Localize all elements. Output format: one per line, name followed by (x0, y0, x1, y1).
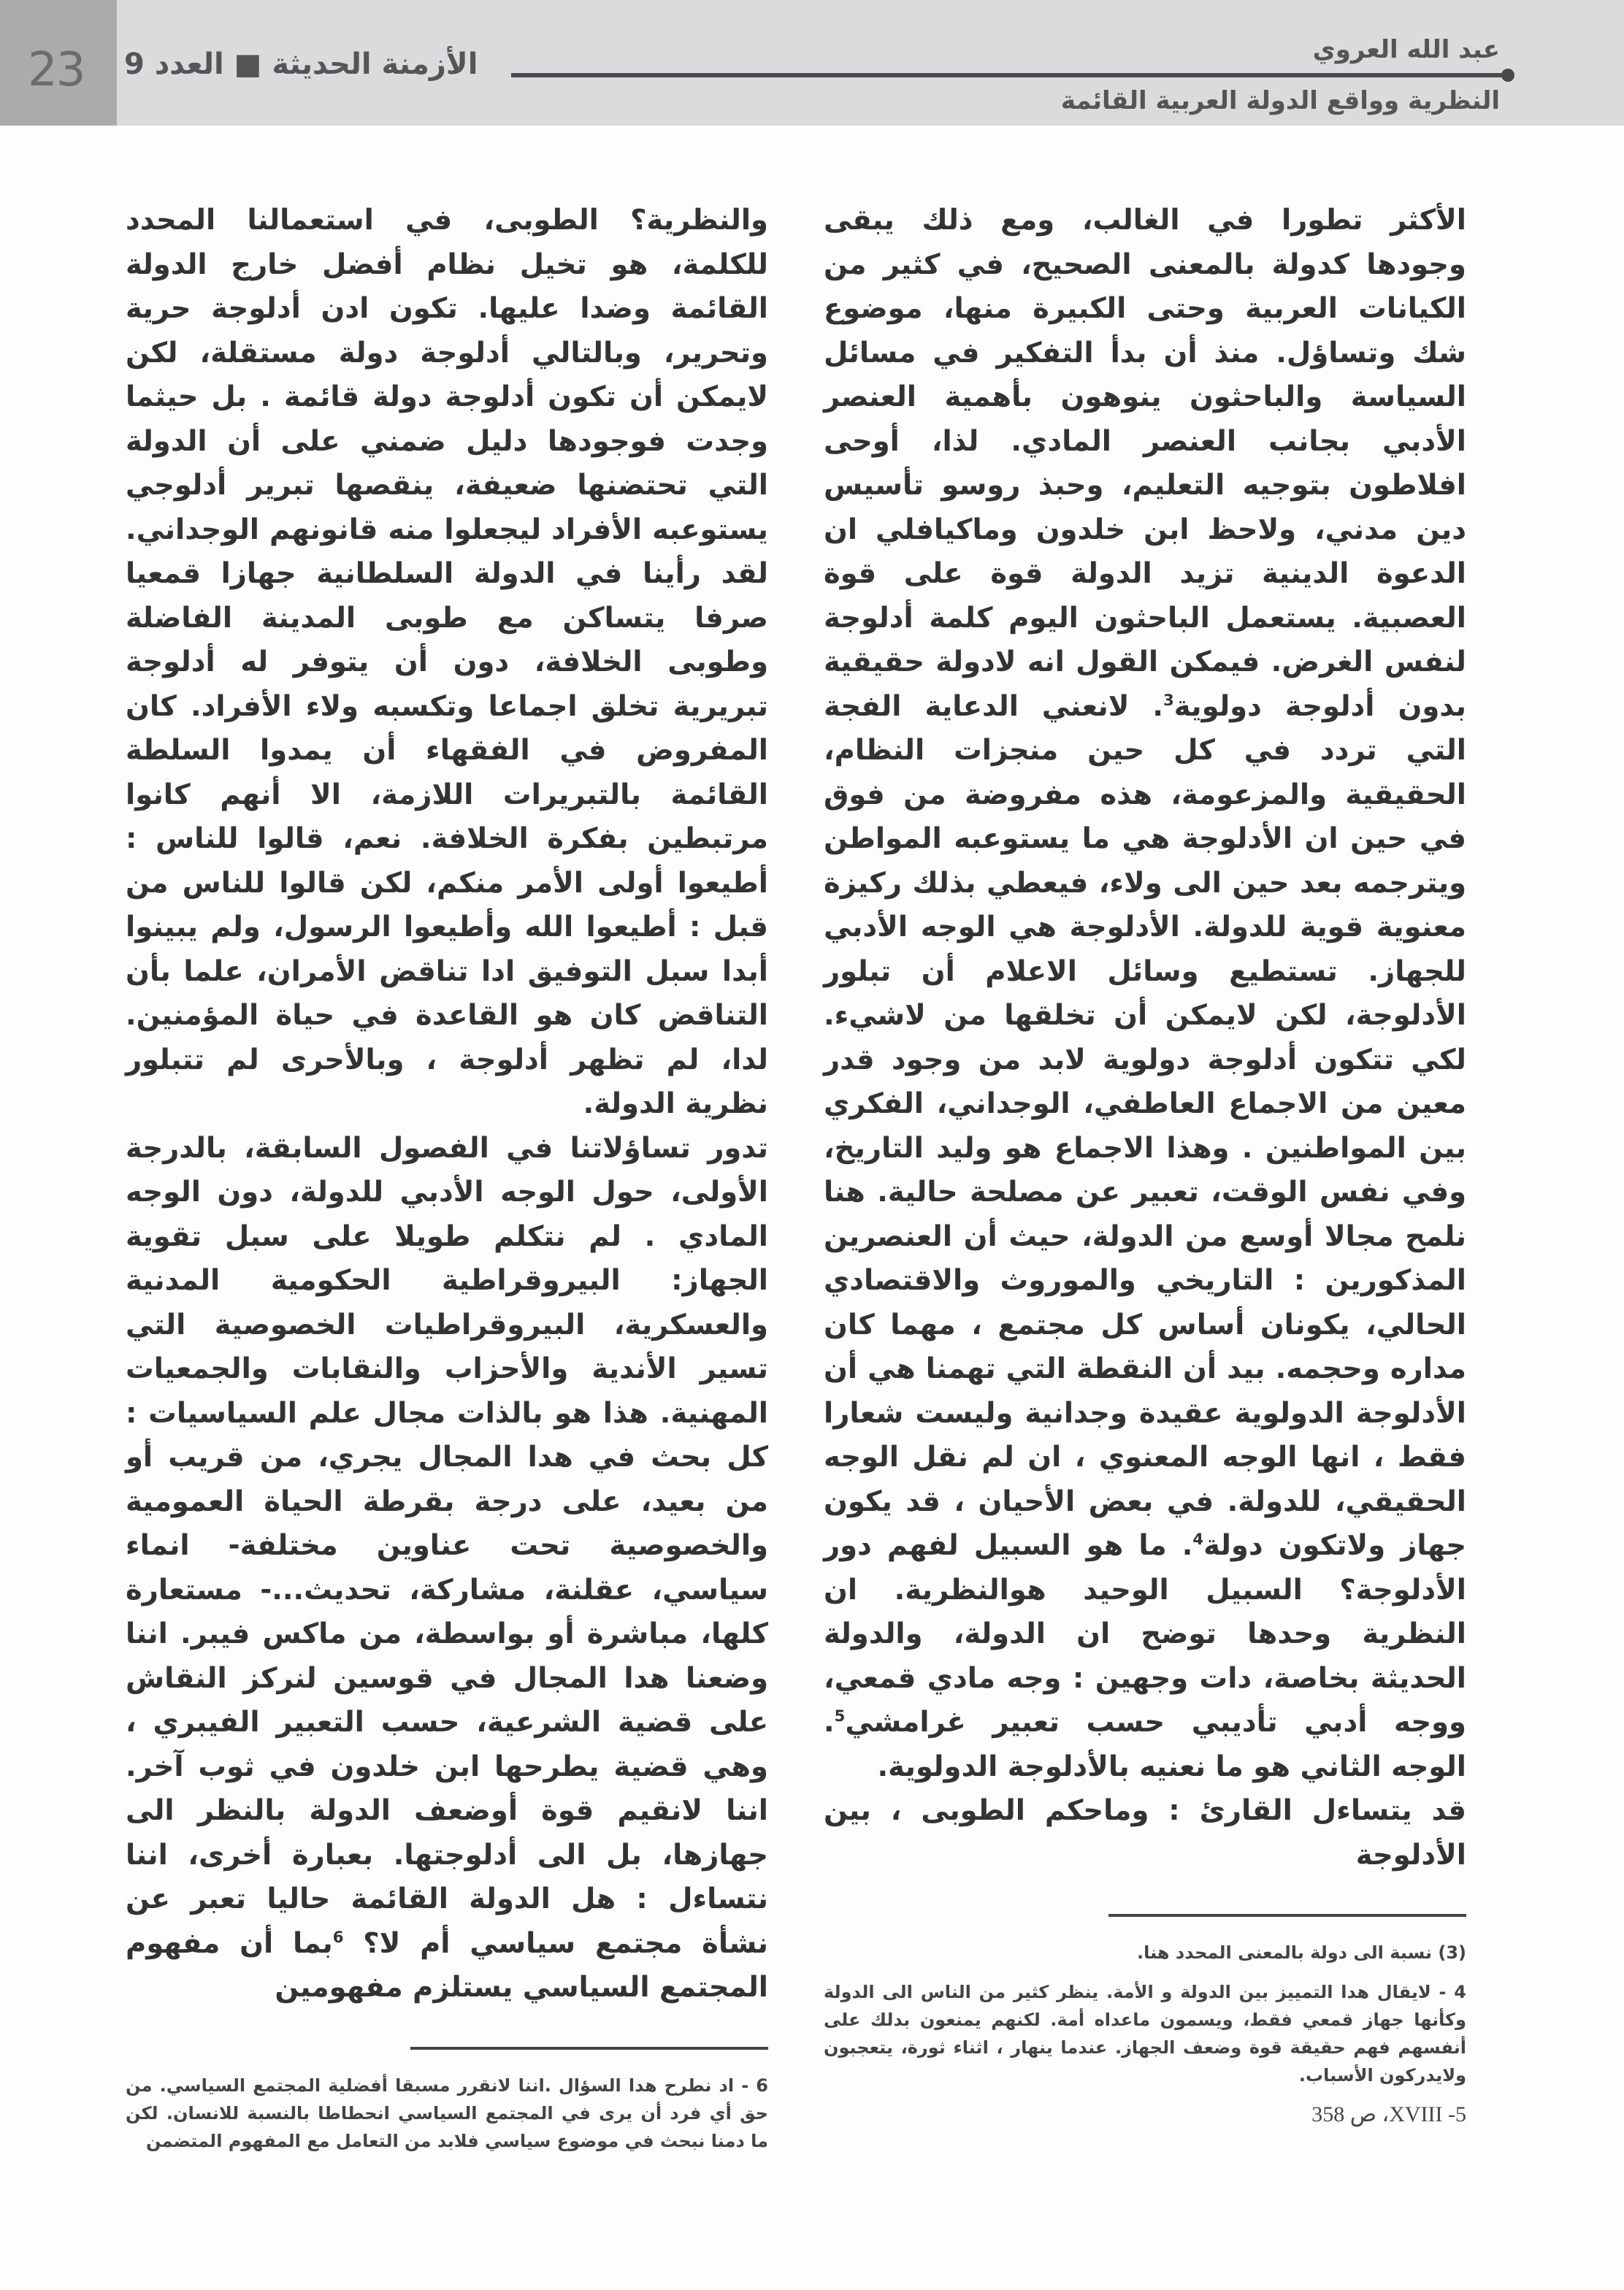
body-text: . ما هو السبيل لفهم دور الأدلوجة؟ السبيل الوحيد هوالنظرية. ان النظرية وحدها توضح ان الدولة، والدولة الحديثة بخاصة، دات وجهين : وجه مادي قمعي، ووجه أدبي تأديبي حسب تعبير غرامشي (824, 1529, 1466, 1739)
footnote-6: 6 - اد نطرح هدا السؤال .اننا لانقرر مسبقا أفضلية المجتمع السياسي. من حق أي فرد أن يرى في المجتمع السياسي انحطاطا بالنسبة للانسان. لكن ما دمنا نبحث في موضوع سياسي فلابد من التعامل مع المفهوم المتضمن (126, 2075, 768, 2151)
running-header (0, 0, 1624, 126)
footnotes-left (126, 2072, 768, 2167)
right-column-paragraph-2: قد يتساءل القارئ : وماحكم الطوبى ، بين الأدلوجة (824, 1794, 1466, 1872)
body-text: تدور تساؤلاتنا في الفصول السابقة، بالدرجة الأولى، حول الوجه الأدبي للدولة، دون الوجه المادي . لم نتكلم طويلا على سبل تقوية الجهاز: البيروقراطية الحكومية المدنية والعسكرية، البيروقراطيات الخصوصية التي تسير الأندية والأحزاب والنقابات والجمعيات المهنية. هذا هو بالذات مجال علم السياسيات : كل بحث في هدا المجال يجري، من قريب أو من بعيد، على درجة بقرطة الحياة العمومية والخصوصية تحت عناوين مختلفة- انماء سياسي، عقلنة، مشاركة، تحديث...- مستعارة كلها، مباشرة أو بواسطة، من ماكس فيبر. اننا وضعنا هدا المجال في قوسين لنركز النقاش على قضية الشرعية، حسب التعبير الفيبري ، وهي قضية يطرحها ابن خلدون في ثوب آخر. اننا لانقيم قوة أوضعف الدولة بالنظر الى جهازها، بل الى أدلوجتها. بعبارة أخرى، اننا نتساءل : هل الدولة القائمة حاليا تعبر عن نشأة مجتمع سياسي أم لا؟ (126, 1131, 768, 1960)
author-name: عبد الله العروي (1312, 35, 1500, 64)
journal-issue: الأزمنة الحديثة ■ العدد 9 (124, 47, 478, 81)
header-rule-dot (1501, 69, 1514, 82)
right-column (824, 199, 1466, 2167)
left-column-paragraph-1: والنظرية؟ الطوبى، في استعمالنا المحدد للكلمة، هو تخيل نظام أفضل خارج الدولة القائمة وضدا عليها. تكون ادن أدلوجة حرية وتحرير، وبالتالي أدلوجة دولة مستقلة، لكن لايمكن أن تكون أدلوجة دولة قائمة . بل حيثما وجدت فوجودها دليل ضمني على أن الدولة التي تحتضنها ضعيفة، ينقصها تبرير أدلوجي يستوعبه الأفراد ليجعلوا منه قانونهم الوجداني. لقد رأينا في الدولة السلطانية جهازا قمعيا صرفا يتساكن مع طوبى المدينة الفاضلة وطوبى الخلافة، دون أن يتوفر له أدلوجة تبريرية تخلق اجماعا وتكسبه ولاء الأفراد. كان المفروض في الفقهاء أن يمدوا السلطة القائمة بالتبريرات اللازمة، الا أنهم كانوا مرتبطين بفكرة الخلافة. نعم، قالوا للناس : أطيعوا أولى الأمر منكم، لكن قالوا للناس من قبل : أطيعوا الله وأطيعوا الرسول، ولم يبينوا أبدا سبل التوفيق ادا تناقض الأمران، علما بأن التناقض كان هو القاعدة في حياة المؤمنين. لدا، لم تظهر أدلوجة ، وبالأحرى لم تتبلور نظرية الدولة. (126, 204, 768, 1120)
footnote-4: 4 - لايقال هدا التمييز بين الدولة و الأمة. ينظر كثير من الناس الى الدولة وكأنها جهاز قمعي فقط، ويسمون ماعداه أمة. لكنهم يمنعون بدلك على أنفسهم فهم حقيقة قوة وضعف الجهاز. عندما ينهار ، اثناء ثورة، يتعجبون ولايدركون الأسباب. (824, 1982, 1466, 2086)
footnote-5: 5- XVIII، ص 358 (1311, 2102, 1466, 2126)
body-text: . الوجه الثاني هو ما نعنيه بالأدلوجة الدولوية. (824, 1706, 1466, 1783)
footnote-rule-left (410, 2047, 768, 2050)
footnote-rule-right (1108, 1914, 1466, 1917)
body-text: . لانعني الدعاية الفجة التي تردد في كل حين منجزات النظام، الحقيقية والمزعومة، هذه مفروضة من فوق في حين ان الأدلوجة هي ما يستوعبه المواطن ويترجمه بعد حين الى ولاء، فيعطي بذلك ركيزة معنوية قوية للدولة. الأدلوجة هي الوجه الأدبي للجهاز. تستطيع وسائل الاعلام أن تبلور الأدلوجة، لكن لايمكن أن تخلقها من لاشيء. لكي تتكون أدلوجة دولوية لابد من وجود قدر معين من الاجماع العاطفي، الوجداني، الفكري بين المواطنين . وهذا الاجماع هو وليد التاريخ، وفي نفس الوقت، تعبير عن مصلحة حالية. هنا نلمح مجالا أوسع من الدولة، حيث أن العنصرين المذكورين : التاريخي والموروث والاقتصادي الحالي، يكونان أساس كل مجتمع ، مهما كان مداره وحجمه. بيد أن النقطة التي تهمنا هي أن الأدلوجة الدولوية عقيدة وجدانية وليست شعارا فقط ، انها الوجه المعنوي ، ان لم نقل الوجه الحقيقي، للدولة. في بعض الأحيان ، قد يكون جهاز ولاتكون دولة (824, 689, 1466, 1562)
left-column-paragraph-2 (126, 1127, 768, 2010)
footnote-ref-4[interactable]: 4 (1192, 1530, 1204, 1549)
body-text: الأكثر تطورا في الغالب، ومع ذلك يبقى وجودها كدولة بالمعنى الصحيح، في كثير من الكيانات العربية وحتى الكبيرة منها، موضوع شك وتساؤل. منذ أن بدأ التفكير في مسائل السياسة والباحثون ينوهون بأهمية العنصر الأدبي بجانب العنصر المادي. لذا، أوحى افلاطون بتوجيه التعليم، وحبذ روسو تأسيس دين مدني، ولاحظ ابن خلدون وماكيافلي ان الدعوة الدينية تزيد الدولة قوة على قوة العصبية. يستعمل الباحثون اليوم كلمة أدلوجة لنفس الغرض. فيمكن القول انه لادولة حقيقية بدون أدلوجة دولوية (824, 204, 1466, 723)
footnote-ref-5[interactable]: 5 (834, 1707, 846, 1726)
footnote-ref-3[interactable]: 3 (1163, 690, 1174, 709)
page-number: 23 (28, 43, 85, 97)
header-rule (511, 73, 1504, 77)
right-column-paragraph (824, 199, 1466, 1789)
footnote-ref-6[interactable]: 6 (332, 1927, 344, 1946)
article-columns (0, 126, 1624, 2210)
right-column-body (824, 199, 1466, 1877)
footnotes-right (824, 1939, 1466, 2140)
body-text: بما أن مفهوم المجتمع السياسي يستلزم مفهومين (126, 1926, 768, 2004)
left-column (126, 199, 768, 2167)
left-column-body (126, 199, 768, 2010)
footnote-3: (3) نسبة الى دولة بالمعنى المحدد هنا. (1137, 1942, 1466, 1963)
article-title: النظرية وواقع الدولة العربية القائمة (1060, 86, 1500, 115)
